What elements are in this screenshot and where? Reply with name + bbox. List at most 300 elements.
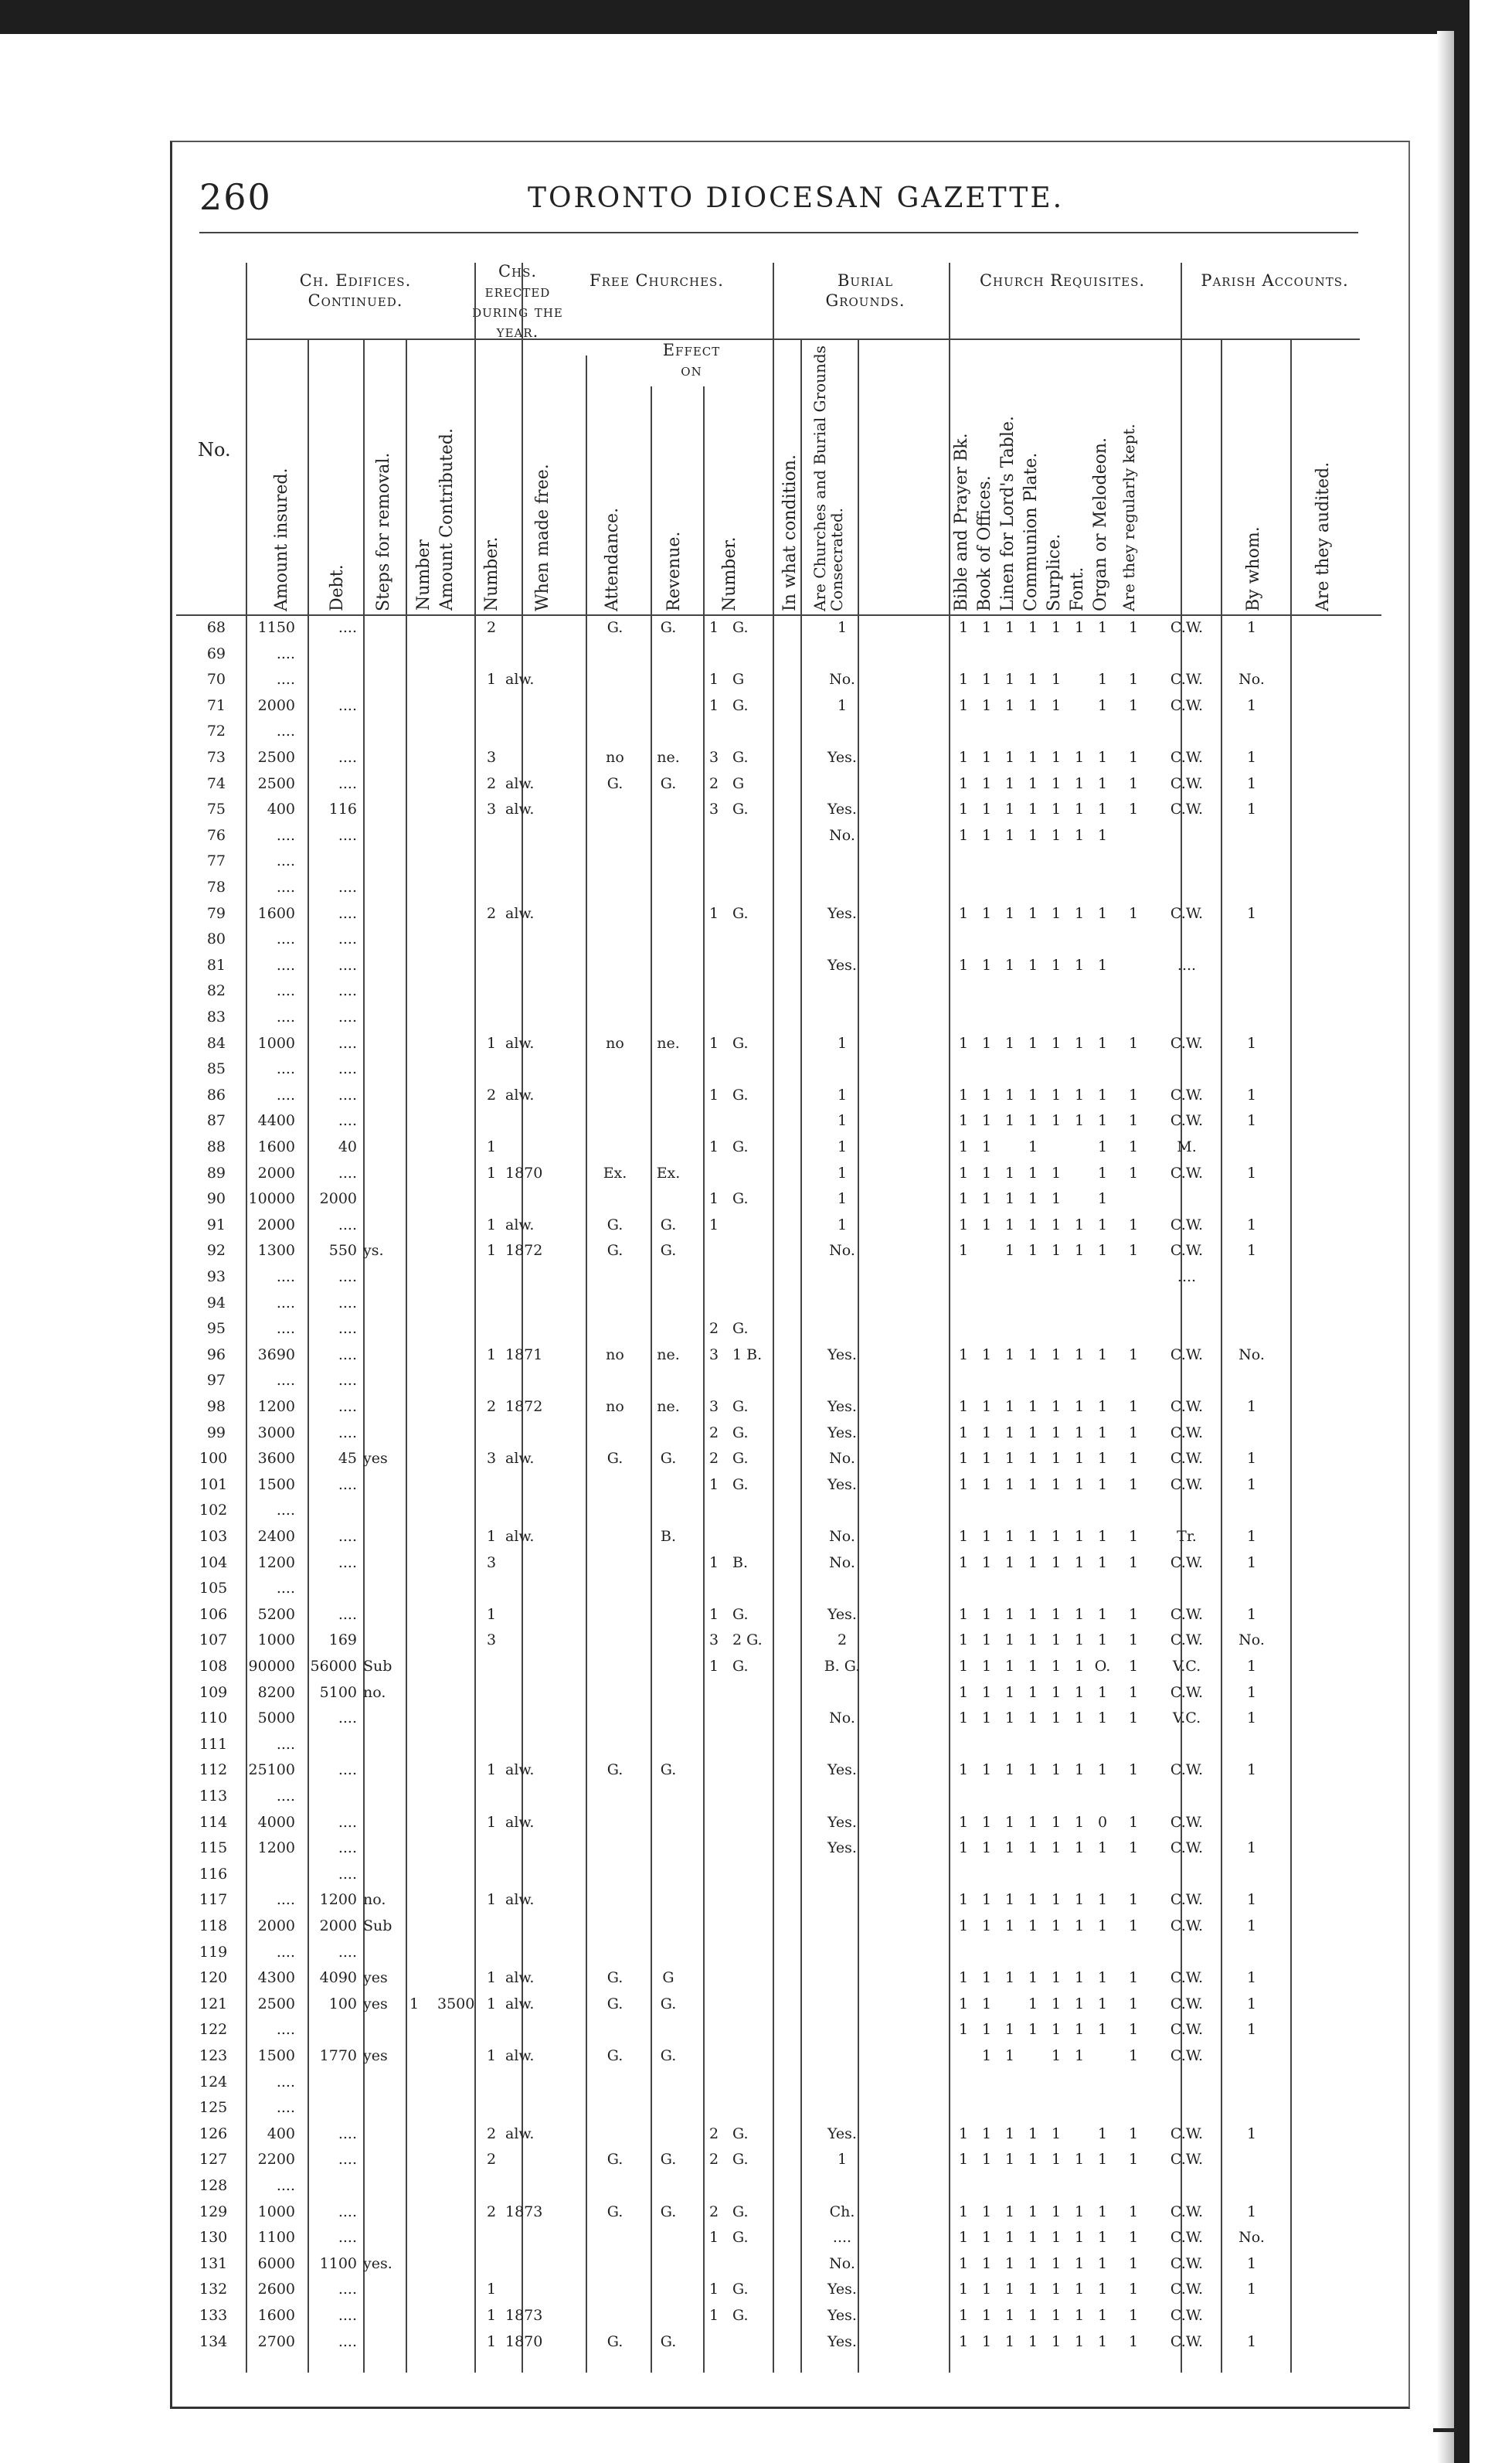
cell-audited: 1 xyxy=(1246,696,1257,714)
cell-bible-prayer-book: 1 xyxy=(958,1969,969,1987)
cell-row-number: 82 xyxy=(206,982,226,1000)
cell-row-number: 99 xyxy=(206,1424,226,1441)
cell-row-number: 73 xyxy=(206,749,226,766)
cell-regularly-kept: 1 xyxy=(1128,1553,1139,1571)
cell-burial-number: 1 xyxy=(708,1034,719,1052)
cell-amount-insured: .... xyxy=(276,1502,295,1519)
cell-consecrated: 1 xyxy=(837,619,848,636)
cell-book-of-offices: 1 xyxy=(981,801,992,818)
group-parish-accounts: Parish Accounts. xyxy=(1201,271,1349,290)
header-number-erected: Number xyxy=(414,539,433,611)
cell-consecrated: Yes. xyxy=(827,2125,857,2142)
cell-organ: 1 xyxy=(1097,1969,1108,1987)
cell-revenue: G xyxy=(662,1969,674,1987)
cell-when-made-free: alw. xyxy=(505,1528,535,1545)
cell-free-number: 1 xyxy=(486,2332,497,2350)
cell-debt: .... xyxy=(338,2229,357,2247)
cell-organ: 1 xyxy=(1097,1475,1108,1493)
cell-burial-condition: G. xyxy=(732,1320,749,1338)
cell-regularly-kept: 1 xyxy=(1128,1995,1139,2012)
table-row xyxy=(178,1787,1383,1806)
cell-row-number: 102 xyxy=(199,1502,228,1519)
cell-communion-plate: 1 xyxy=(1028,774,1038,792)
cell-row-number: 85 xyxy=(206,1060,226,1078)
cell-consecrated: Yes. xyxy=(827,2332,857,2350)
cell-surplice: 1 xyxy=(1051,2332,1062,2350)
cell-debt: .... xyxy=(338,1398,357,1415)
cell-organ: 1 xyxy=(1097,1917,1108,1934)
cell-row-number: 74 xyxy=(206,774,226,792)
cell-audited: 1 xyxy=(1246,1164,1257,1182)
header-burial-number: Number. xyxy=(720,536,739,611)
cell-row-number: 103 xyxy=(199,1528,228,1545)
cell-surplice: 1 xyxy=(1051,2125,1062,2142)
table-row xyxy=(178,1241,1383,1260)
cell-communion-plate: 1 xyxy=(1028,1475,1038,1493)
cell-when-made-free: 1871 xyxy=(505,1345,543,1363)
cell-audited: No. xyxy=(1238,2229,1265,2247)
cell-amount-insured: 400 xyxy=(267,2125,295,2142)
cell-consecrated: Yes. xyxy=(827,904,857,922)
cell-debt: .... xyxy=(338,904,357,922)
cell-surplice: 1 xyxy=(1051,1683,1062,1701)
cell-linen: 1 xyxy=(1004,774,1015,792)
cell-free-number: 1 xyxy=(486,1216,497,1233)
cell-debt: .... xyxy=(338,1060,357,1078)
cell-linen: 1 xyxy=(1004,1813,1015,1831)
cell-font: 1 xyxy=(1074,1683,1085,1701)
header-rule xyxy=(199,232,1358,233)
cell-free-number: 2 xyxy=(486,619,497,636)
cell-by-whom: C.W. xyxy=(1170,1969,1204,1987)
cell-row-number: 104 xyxy=(199,1553,228,1571)
cell-steps-for-removal: no. xyxy=(363,1683,386,1701)
cell-when-made-free: alw. xyxy=(505,904,535,922)
cell-consecrated: Yes. xyxy=(827,801,857,818)
cell-row-number: 91 xyxy=(206,1216,226,1233)
cell-by-whom: V.C. xyxy=(1172,1658,1201,1675)
cell-row-number: 70 xyxy=(206,671,226,689)
cell-regularly-kept: 1 xyxy=(1128,1164,1139,1182)
cell-row-number: 95 xyxy=(206,1320,226,1338)
cell-linen: 1 xyxy=(1004,1553,1015,1571)
cell-burial-number: 2 xyxy=(708,2203,719,2220)
cell-surplice: 1 xyxy=(1051,1813,1062,1831)
cell-book-of-offices: 1 xyxy=(981,1891,992,1909)
cell-consecrated: 1 xyxy=(837,1164,848,1182)
cell-free-number: 2 xyxy=(486,904,497,922)
cell-burial-number: 2 xyxy=(708,774,719,792)
cell-attendance: Ex. xyxy=(603,1164,627,1182)
cell-linen: 1 xyxy=(1004,1450,1015,1468)
table-row xyxy=(178,1397,1383,1417)
cell-burial-number: 2 xyxy=(708,1424,719,1441)
cell-font: 1 xyxy=(1074,1813,1085,1831)
cell-regularly-kept: 1 xyxy=(1128,2021,1139,2039)
cell-burial-number: 3 xyxy=(708,1398,719,1415)
cell-communion-plate: 1 xyxy=(1028,956,1038,974)
cell-regularly-kept: 1 xyxy=(1128,801,1139,818)
cell-row-number: 114 xyxy=(199,1813,228,1831)
cell-book-of-offices: 1 xyxy=(981,1969,992,1987)
cell-when-made-free: 1873 xyxy=(505,2203,543,2220)
cell-by-whom: C.W. xyxy=(1170,1761,1204,1779)
cell-communion-plate: 1 xyxy=(1028,2229,1038,2247)
cell-when-made-free: alw. xyxy=(505,2047,535,2064)
cell-by-whom: C.W. xyxy=(1170,774,1204,792)
table-row xyxy=(178,878,1383,897)
cell-revenue: G. xyxy=(660,2332,677,2350)
cell-by-whom: C.W. xyxy=(1170,1398,1204,1415)
cell-communion-plate: 1 xyxy=(1028,1086,1038,1104)
cell-linen: 1 xyxy=(1004,619,1015,636)
cell-amount-insured: 2000 xyxy=(257,696,295,714)
cell-debt: .... xyxy=(338,1009,357,1026)
cell-book-of-offices: 1 xyxy=(981,671,992,689)
cell-free-number: 3 xyxy=(486,1450,497,1468)
table-row xyxy=(178,1943,1383,1962)
cell-book-of-offices: 1 xyxy=(981,826,992,844)
cell-bible-prayer-book: 1 xyxy=(958,1138,969,1155)
cell-font: 1 xyxy=(1074,2229,1085,2247)
cell-amount-insured: 5200 xyxy=(257,1605,295,1623)
cell-surplice: 1 xyxy=(1051,1475,1062,1493)
cell-row-number: 71 xyxy=(206,696,226,714)
cell-linen: 1 xyxy=(1004,1242,1015,1260)
cell-by-whom: C.W. xyxy=(1170,2203,1204,2220)
cell-regularly-kept: 1 xyxy=(1128,1969,1139,1987)
cell-regularly-kept: 1 xyxy=(1128,1034,1139,1052)
cell-amount-insured: 8200 xyxy=(257,1683,295,1701)
cell-linen: 1 xyxy=(1004,1969,1015,1987)
cell-row-number: 100 xyxy=(199,1450,228,1468)
cell-font: 1 xyxy=(1074,619,1085,636)
scan-top-border xyxy=(0,0,1468,34)
cell-debt: .... xyxy=(338,1372,357,1390)
cell-audited: 1 xyxy=(1246,1891,1257,1909)
cell-amount-insured: 1200 xyxy=(257,1553,295,1571)
cell-regularly-kept: 1 xyxy=(1128,2203,1139,2220)
cell-steps-for-removal: Sub xyxy=(363,1658,392,1675)
cell-row-number: 105 xyxy=(199,1580,228,1597)
cell-communion-plate: 1 xyxy=(1028,1242,1038,1260)
cell-bible-prayer-book: 1 xyxy=(958,2254,969,2272)
cell-communion-plate: 1 xyxy=(1028,1216,1038,1233)
cell-row-number: 122 xyxy=(199,2021,228,2039)
cell-font: 1 xyxy=(1074,1658,1085,1675)
cell-row-number: 97 xyxy=(206,1372,226,1390)
cell-row-number: 121 xyxy=(199,1995,228,2012)
cell-free-number: 3 xyxy=(486,801,497,818)
cell-revenue: G. xyxy=(660,1995,677,2012)
cell-debt: .... xyxy=(338,1294,357,1311)
cell-attendance: G. xyxy=(606,2047,623,2064)
cell-font: 1 xyxy=(1074,1969,1085,1987)
scan-mark xyxy=(1433,2428,1456,2432)
cell-amount-insured: 2500 xyxy=(257,774,295,792)
cell-debt: .... xyxy=(338,2307,357,2324)
cell-book-of-offices: 1 xyxy=(981,904,992,922)
cell-row-number: 96 xyxy=(206,1345,226,1363)
cell-by-whom: C.W. xyxy=(1170,904,1204,922)
cell-amount-insured: .... xyxy=(276,982,295,1000)
cell-surplice: 1 xyxy=(1051,1658,1062,1675)
table-row xyxy=(178,1319,1383,1339)
header-regularly-kept: Are they regularly kept. xyxy=(1120,424,1138,611)
cell-communion-plate: 1 xyxy=(1028,1164,1038,1182)
cell-debt: .... xyxy=(338,1216,357,1233)
cell-row-number: 110 xyxy=(199,1709,228,1727)
cell-audited: No. xyxy=(1238,671,1265,689)
cell-bible-prayer-book: 1 xyxy=(958,1813,969,1831)
cell-font: 1 xyxy=(1074,801,1085,818)
cell-debt: .... xyxy=(338,2332,357,2350)
cell-audited: 1 xyxy=(1246,1034,1257,1052)
cell-debt: .... xyxy=(338,1424,357,1441)
cell-organ: 1 xyxy=(1097,2125,1108,2142)
header-subrule xyxy=(247,338,1360,340)
cell-burial-condition: B. xyxy=(732,1553,749,1571)
cell-communion-plate: 1 xyxy=(1028,1839,1038,1857)
cell-communion-plate: 1 xyxy=(1028,1345,1038,1363)
cell-organ: 1 xyxy=(1097,1112,1108,1130)
cell-surplice: 1 xyxy=(1051,1034,1062,1052)
table-row xyxy=(178,1735,1383,1754)
cell-linen: 1 xyxy=(1004,749,1015,766)
cell-surplice: 1 xyxy=(1051,1631,1062,1649)
cell-organ: 1 xyxy=(1097,1424,1108,1441)
cell-amount-insured: 2500 xyxy=(257,1995,295,2012)
table-row xyxy=(178,826,1383,845)
cell-audited: 1 xyxy=(1246,1995,1257,2012)
cell-burial-number: 1 xyxy=(708,1138,719,1155)
cell-regularly-kept: 1 xyxy=(1128,904,1139,922)
cell-audited: 1 xyxy=(1246,904,1257,922)
table-row xyxy=(178,2046,1383,2066)
cell-audited: 1 xyxy=(1246,2254,1257,2272)
table-row xyxy=(178,1839,1383,1858)
cell-linen: 1 xyxy=(1004,2047,1015,2064)
group-burial-grounds: Burial Grounds. xyxy=(825,271,906,310)
cell-surplice: 1 xyxy=(1051,2151,1062,2169)
cell-by-whom: C.W. xyxy=(1170,1112,1204,1130)
cell-burial-condition: G. xyxy=(732,2229,749,2247)
cell-revenue: G. xyxy=(660,2203,677,2220)
cell-consecrated: No. xyxy=(829,671,855,689)
cell-debt: 100 xyxy=(328,1995,357,2012)
cell-organ: 1 xyxy=(1097,1216,1108,1233)
cell-book-of-offices: 1 xyxy=(981,774,992,792)
cell-regularly-kept: 1 xyxy=(1128,1891,1139,1909)
cell-regularly-kept: 1 xyxy=(1128,1658,1139,1675)
table-row xyxy=(178,956,1383,975)
cell-amount-insured: 25100 xyxy=(248,1761,295,1779)
cell-row-number: 129 xyxy=(199,2203,228,2220)
cell-communion-plate: 1 xyxy=(1028,1995,1038,2012)
cell-debt: .... xyxy=(338,1865,357,1883)
table-row xyxy=(178,1865,1383,1884)
cell-row-number: 77 xyxy=(206,852,226,870)
cell-organ: 1 xyxy=(1097,774,1108,792)
cell-attendance: G. xyxy=(606,2151,623,2169)
cell-free-number: 2 xyxy=(486,774,497,792)
table-row xyxy=(178,1111,1383,1131)
cell-surplice: 1 xyxy=(1051,2307,1062,2324)
cell-burial-number: 2 xyxy=(708,1450,719,1468)
group-free-churches: Free Churches. xyxy=(590,271,724,290)
cell-consecrated: Yes. xyxy=(827,749,857,766)
cell-consecrated: 1 xyxy=(837,1190,848,1208)
table-row xyxy=(178,1371,1383,1390)
cell-surplice: 1 xyxy=(1051,1450,1062,1468)
cell-revenue: G. xyxy=(660,2151,677,2169)
cell-by-whom: C.W. xyxy=(1170,2229,1204,2247)
cell-book-of-offices: 1 xyxy=(981,696,992,714)
cell-amount-insured: .... xyxy=(276,1788,295,1805)
cell-revenue: G. xyxy=(660,619,677,636)
cell-row-number: 123 xyxy=(199,2047,228,2064)
cell-communion-plate: 1 xyxy=(1028,2332,1038,2350)
cell-free-number: 1 xyxy=(486,1164,497,1182)
cell-communion-plate: 1 xyxy=(1028,749,1038,766)
cell-debt: .... xyxy=(338,956,357,974)
cell-font: 1 xyxy=(1074,2047,1085,2064)
cell-book-of-offices: 1 xyxy=(981,1086,992,1104)
cell-regularly-kept: 1 xyxy=(1128,2332,1139,2350)
cell-when-made-free: alw. xyxy=(505,1969,535,1987)
cell-organ: 1 xyxy=(1097,801,1108,818)
cell-font: 1 xyxy=(1074,1995,1085,2012)
cell-book-of-offices: 1 xyxy=(981,1995,992,2012)
cell-consecrated: No. xyxy=(829,1242,855,1260)
cell-book-of-offices: 1 xyxy=(981,2151,992,2169)
cell-by-whom: C.W. xyxy=(1170,1917,1204,1934)
cell-amount-insured: .... xyxy=(276,852,295,870)
cell-communion-plate: 1 xyxy=(1028,1658,1038,1675)
cell-linen: 1 xyxy=(1004,801,1015,818)
cell-audited: 1 xyxy=(1246,749,1257,766)
cell-bible-prayer-book: 1 xyxy=(958,1164,969,1182)
cell-surplice: 1 xyxy=(1051,774,1062,792)
table-row xyxy=(178,1761,1383,1780)
table-row xyxy=(178,1216,1383,1235)
table-row xyxy=(178,1657,1383,1676)
cell-consecrated: Yes. xyxy=(827,1398,857,1415)
cell-bible-prayer-book: 1 xyxy=(958,1345,969,1363)
cell-consecrated: Yes. xyxy=(827,2307,857,2324)
cell-row-number: 116 xyxy=(199,1865,228,1883)
cell-when-made-free: alw. xyxy=(505,1450,535,1468)
cell-row-number: 133 xyxy=(199,2307,228,2324)
cell-by-whom: M. xyxy=(1177,1138,1197,1155)
cell-communion-plate: 1 xyxy=(1028,1034,1038,1052)
cell-attendance: G. xyxy=(606,2203,623,2220)
cell-consecrated: Yes. xyxy=(827,1605,857,1623)
cell-linen: 1 xyxy=(1004,2125,1015,2142)
cell-debt: .... xyxy=(338,1813,357,1831)
cell-by-whom: C.W. xyxy=(1170,1345,1204,1363)
cell-surplice: 1 xyxy=(1051,1398,1062,1415)
cell-linen: 1 xyxy=(1004,2021,1015,2039)
cell-burial-number: 1 xyxy=(708,1553,719,1571)
cell-amount-insured: .... xyxy=(276,2177,295,2194)
cell-when-made-free: alw. xyxy=(505,1034,535,1052)
header-no: No. xyxy=(198,439,231,461)
cell-linen: 1 xyxy=(1004,1683,1015,1701)
cell-consecrated: 1 xyxy=(837,696,848,714)
cell-revenue: Ex. xyxy=(656,1164,681,1182)
table-row xyxy=(178,1475,1383,1495)
cell-regularly-kept: 1 xyxy=(1128,1709,1139,1727)
cell-organ: 1 xyxy=(1097,1683,1108,1701)
cell-communion-plate: 1 xyxy=(1028,671,1038,689)
cell-book-of-offices: 1 xyxy=(981,1190,992,1208)
cell-surplice: 1 xyxy=(1051,1995,1062,2012)
cell-book-of-offices: 1 xyxy=(981,1216,992,1233)
cell-free-number: 1 xyxy=(486,1891,497,1909)
cell-consecrated: No. xyxy=(829,1553,855,1571)
group-effect-on: Effect on xyxy=(662,341,721,379)
cell-debt: .... xyxy=(338,1164,357,1182)
cell-by-whom: C.W. xyxy=(1170,1683,1204,1701)
table-row xyxy=(178,2228,1383,2247)
cell-burial-condition: 2 G. xyxy=(732,1631,763,1649)
cell-font: 1 xyxy=(1074,1553,1085,1571)
cell-burial-condition: G. xyxy=(732,904,749,922)
cell-when-made-free: alw. xyxy=(505,1761,535,1779)
cell-row-number: 127 xyxy=(199,2151,228,2169)
table-row xyxy=(178,1553,1383,1573)
cell-communion-plate: 1 xyxy=(1028,1553,1038,1571)
cell-burial-number: 3 xyxy=(708,1345,719,1363)
cell-amount-insured: .... xyxy=(276,879,295,896)
cell-linen: 1 xyxy=(1004,1658,1015,1675)
cell-by-whom: C.W. xyxy=(1170,1631,1204,1649)
cell-by-whom: C.W. xyxy=(1170,1813,1204,1831)
cell-regularly-kept: 1 xyxy=(1128,774,1139,792)
cell-surplice: 1 xyxy=(1051,696,1062,714)
cell-debt: 169 xyxy=(328,1631,357,1649)
cell-when-made-free: alw. xyxy=(505,1086,535,1104)
cell-surplice: 1 xyxy=(1051,801,1062,818)
cell-communion-plate: 1 xyxy=(1028,1424,1038,1441)
cell-bible-prayer-book: 1 xyxy=(958,1398,969,1415)
cell-regularly-kept: 1 xyxy=(1128,2281,1139,2298)
cell-burial-condition: G. xyxy=(732,1138,749,1155)
cell-book-of-offices: 1 xyxy=(981,1658,992,1675)
cell-bible-prayer-book: 1 xyxy=(958,1450,969,1468)
cell-debt: 116 xyxy=(328,801,357,818)
cell-steps-for-removal: yes xyxy=(363,1969,388,1987)
cell-revenue: ne. xyxy=(657,1345,680,1363)
header-amount-insured: Amount insured. xyxy=(272,468,291,611)
cell-book-of-offices: 1 xyxy=(981,1424,992,1441)
cell-row-number: 90 xyxy=(206,1190,226,1208)
cell-amount-insured: 2400 xyxy=(257,1528,295,1545)
cell-debt: .... xyxy=(338,1528,357,1545)
cell-by-whom: C.W. xyxy=(1170,1424,1204,1441)
cell-by-whom: C.W. xyxy=(1170,2332,1204,2350)
cell-row-number: 120 xyxy=(199,1969,228,1987)
cell-audited: 1 xyxy=(1246,1839,1257,1857)
cell-font: 1 xyxy=(1074,1112,1085,1130)
cell-font: 1 xyxy=(1074,1528,1085,1545)
cell-organ: O. xyxy=(1094,1658,1111,1675)
cell-audited: 1 xyxy=(1246,1917,1257,1934)
cell-organ: 1 xyxy=(1097,2281,1108,2298)
table-row xyxy=(178,2306,1383,2325)
cell-debt: .... xyxy=(338,774,357,792)
